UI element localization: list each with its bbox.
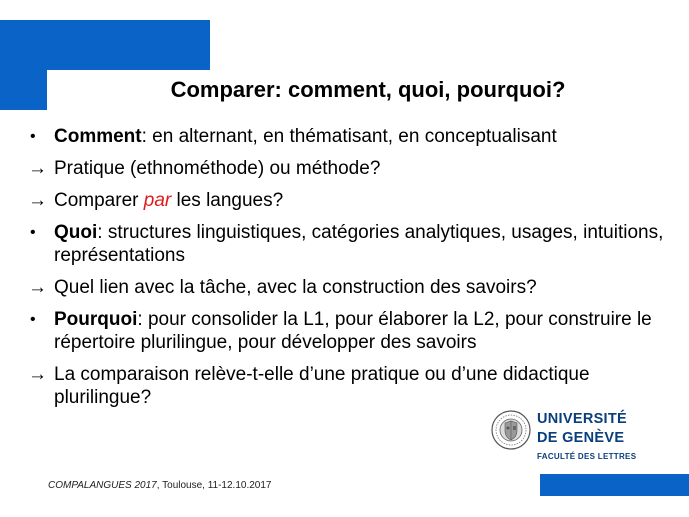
bullet-text [54,125,678,148]
footer-citation [48,480,271,491]
university-seal-icon [491,410,531,450]
arrow-text-before: Comparer [54,190,144,211]
arrow-text: La comparaison relève-t-elle d’une pratique ou d’une didactique plurilingue? [54,364,590,408]
logo-line-2: DE GENÈVE [537,430,625,446]
decorative-blue-block-bottom [540,474,689,496]
arrow-item-lien [28,276,678,299]
arrow-text [54,189,678,212]
arrow-marker: → [28,190,47,211]
bullet-marker: • [30,224,36,241]
arrow-text: Quel lien avec la tâche, avec la construction des savoirs? [54,277,537,298]
arrow-text: Pratique (ethnométhode) ou méthode? [54,158,381,179]
bullet-marker: • [30,128,36,145]
arrow-marker: → [28,277,47,298]
bullet-body: : pour consolider la L1, pour élaborer la L2, pour construire le répertoire plurilingue, pour développer des savoirs [54,309,652,353]
bullet-keyword: Quoi [54,222,98,243]
bullet-list [28,125,678,418]
logo-faculty: FACULTÉ DES LETTRES [537,452,637,461]
bullet-text [54,308,678,354]
arrow-item-comparer [28,189,678,212]
university-logo [491,408,641,468]
logo-line-1: UNIVERSITÉ [537,411,628,427]
bullet-body: : structures linguistiques, catégories analytiques, usages, intuitions, représentations [54,222,664,266]
arrow-marker: → [28,158,47,179]
arrow-marker: → [28,364,47,385]
bullet-text [54,221,678,267]
footer-details: , Toulouse, 11-12.10.2017 [156,480,272,491]
bullet-pourquoi [28,308,678,354]
arrow-item-pratique [28,157,678,180]
bullet-marker: • [30,311,36,328]
arrow-text-after: les langues? [171,190,284,211]
footer-event: COMPALANGUES 2017 [48,480,157,491]
bullet-keyword: Pourquoi [54,309,138,330]
bullet-comment [28,125,678,148]
bullet-keyword: Comment [54,126,142,147]
emphasis-word: par [143,190,172,211]
bullet-quoi [28,221,678,267]
bullet-body: : en alternant, en thématisant, en conceptualisant [141,126,557,147]
slide-title: Comparer: comment, quoi, pourquoi? [170,77,566,102]
arrow-item-comparaison [28,363,678,409]
